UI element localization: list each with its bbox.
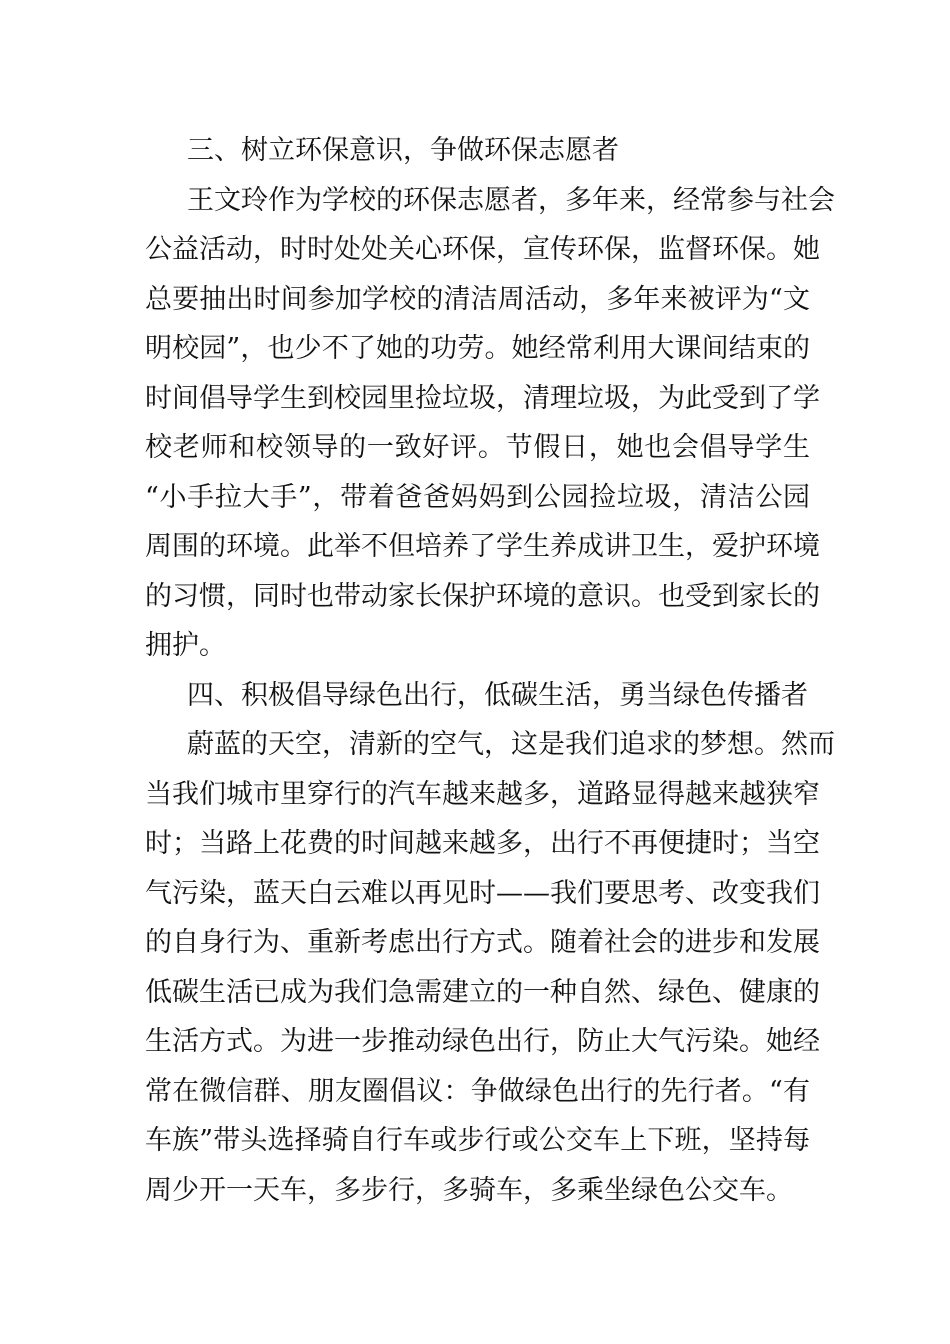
text-column [145, 126, 835, 1215]
paragraph-1-line: 校老师和校领导的一致好评。节假日，她也会倡导学生 [145, 432, 810, 463]
paragraph-2-line: 车族”带头选择骑自行车或步行或公交车上下班，坚持每 [145, 1125, 810, 1156]
paragraph-1-line: 王文玲作为学校的环保志愿者，多年来，经常参与社会 [187, 184, 835, 216]
paragraph-2-line: 低碳生活已成为我们急需建立的一种自然、绿色、健康的 [145, 976, 820, 1008]
paragraph-1-line: 时间倡导学生到校园里捡垃圾，清理垃圾，为此受到了学 [145, 382, 820, 414]
paragraph-2-line: 蔚蓝的天空，清新的空气，这是我们追求的梦想。然而 [187, 729, 835, 760]
paragraph-1-line: 的习惯，同时也带动家长保护环境的意识。也受到家长的 [145, 580, 820, 612]
paragraph-1-line: 总要抽出时间参加学校的清洁周活动，多年来被评为“文 [145, 283, 810, 315]
paragraph-2-line: 常在微信群、朋友圈倡议：争做绿色出行的先行者。“有 [145, 1075, 810, 1107]
paragraph-2-line: 周少开一天车，多步行，多骑车，多乘坐绿色公交车。 [145, 1174, 793, 1206]
paragraph-1-line: 周围的环境。此举不但培养了学生养成讲卫生，爱护环境 [145, 531, 820, 562]
section-heading-3: 三、树立环保意识，争做环保志愿者 [187, 135, 619, 166]
paragraph-1-line: 明校园”，也少不了她的功劳。她经常利用大课间结束的 [145, 333, 810, 364]
section-heading-4: 四、积极倡导绿色出行，低碳生活，勇当绿色传播者 [187, 679, 808, 711]
paragraph-2-line: 当我们城市里穿行的汽车越来越多，道路显得越来越狭窄 [145, 778, 820, 810]
paragraph-1-line: 拥护。 [145, 630, 226, 661]
paragraph-1-line: “小手拉大手”，带着爸爸妈妈到公园捡垃圾，清洁公园 [145, 481, 810, 513]
paragraph-1-line: 公益活动，时时处处关心环保，宣传环保，监督环保。她 [145, 234, 820, 265]
paragraph-2-line: 的自身行为、重新考虑出行方式。随着社会的进步和发展 [145, 927, 820, 958]
paragraph-2-line: 气污染，蓝天白云难以再见时——我们要思考、改变我们 [145, 877, 820, 909]
paragraph-2-line: 时；当路上花费的时间越来越多，出行不再便捷时；当空 [145, 828, 820, 859]
paragraph-2-line: 生活方式。为进一步推动绿色出行，防止大气污染。她经 [145, 1026, 820, 1057]
